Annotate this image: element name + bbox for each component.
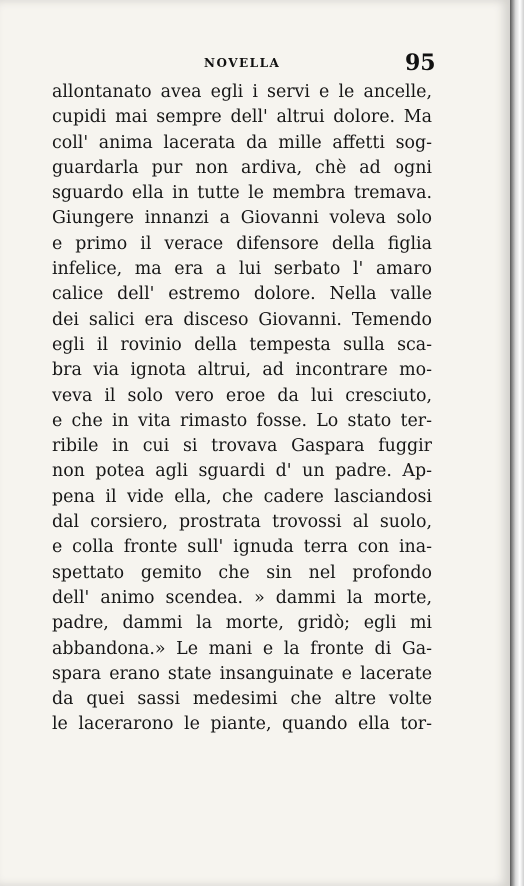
text-line: spettato gemito che sin nel profondo <box>52 562 432 583</box>
text-line: e primo il verace difensore della figlia <box>52 233 432 254</box>
page-number: 95 <box>405 50 436 76</box>
text-line: guardarla pur non ardiva, chè ad ogni <box>52 157 432 178</box>
text-line: calice dell' estremo dolore. Nella valle <box>52 284 432 305</box>
running-title: NOVELLA <box>204 56 281 70</box>
text-line: coll' anima lacerata da mille affetti sog- <box>52 132 432 153</box>
text-line: da quei sassi medesimi che altre volte <box>52 689 432 710</box>
text-line: non potea agli sguardi d' un padre. Ap- <box>52 461 432 482</box>
text-line: padre, dammi la morte, gridò; egli mi <box>52 613 432 634</box>
text-line: cupidi mai sempre dell' altrui dolore. Ma <box>52 107 432 128</box>
text-line: e che in vita rimasto fosse. Lo stato ter- <box>52 410 432 431</box>
text-line: bra via ignota altrui, ad incontrare mo- <box>52 360 432 381</box>
text-line: egli il rovinio della tempesta sulla sca- <box>52 334 432 355</box>
text-line: Giungere innanzi a Giovanni voleva solo <box>52 208 432 229</box>
text-line: dei salici era disceso Giovanni. Temendo <box>52 309 432 330</box>
text-line: dell' animo scendea. » dammi la morte, <box>52 587 432 608</box>
text-line: spara erano state insanguinate e lacerate <box>52 663 432 684</box>
text-line: pena il vide ella, che cadere lasciandosi <box>52 486 432 507</box>
text-line: abbandona.» Le mani e la fronte di Ga- <box>52 638 432 659</box>
page-header <box>0 50 510 80</box>
page-edge <box>510 0 524 886</box>
text-line: ribile in cui si trovava Gaspara fuggir <box>52 436 432 457</box>
text-line: infelice, ma era a lui serbato l' amaro <box>52 259 432 280</box>
text-line: e colla fronte sull' ignuda terra con ina- <box>52 537 432 558</box>
text-line: veva il solo vero eroe da lui cresciuto, <box>52 385 432 406</box>
body-text <box>52 80 432 738</box>
text-line: allontanato avea egli i servi e le ancelle, <box>52 82 432 102</box>
text-line: le lacerarono le piante, quando ella tor- <box>52 714 432 735</box>
text-line: sguardo ella in tutte le membra tremava. <box>52 183 432 204</box>
text-line: dal corsiero, prostrata trovossi al suolo, <box>52 512 432 533</box>
